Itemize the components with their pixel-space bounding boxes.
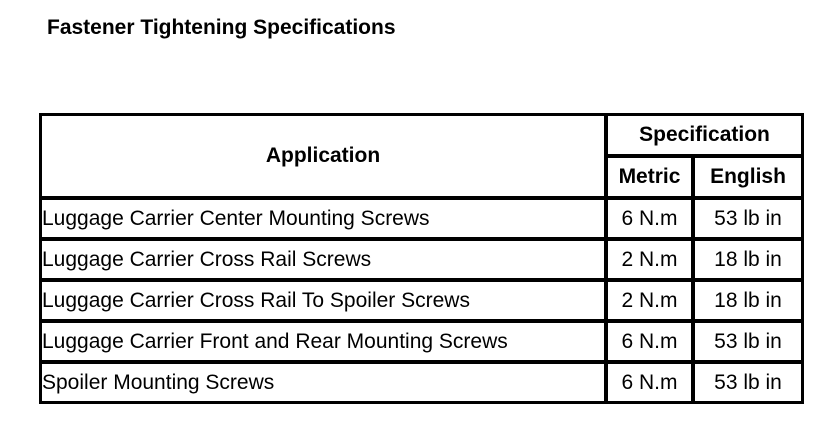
metric-value-cell: 2 N.m (608, 241, 695, 282)
metric-value-cell: 6 N.m (608, 364, 695, 401)
table-row (42, 200, 801, 241)
english-value-cell: 18 lb in (695, 282, 801, 323)
english-value-cell: 53 lb in (695, 200, 801, 241)
english-value-cell: 53 lb in (714, 370, 782, 394)
english-value-cell: 18 lb in (695, 241, 801, 282)
table-row (42, 364, 801, 401)
application-cell: Luggage Carrier Cross Rail To Spoiler Screws (42, 282, 608, 323)
application-cell: Luggage Carrier Center Mounting Screws (42, 200, 608, 241)
english-column-header: English (695, 158, 801, 200)
table-row (42, 282, 801, 323)
metric-value-cell: 6 N.m (608, 323, 695, 364)
specification-column-header: Specification (608, 116, 801, 158)
fastener-spec-table (39, 113, 804, 404)
application-cell: Luggage Carrier Cross Rail Screws (42, 241, 608, 282)
page-title: Fastener Tightening Specifications (47, 16, 396, 39)
metric-value-cell: 2 N.m (608, 282, 695, 323)
metric-column-header: Metric (608, 158, 695, 200)
application-cell: Luggage Carrier Front and Rear Mounting Screws (42, 323, 608, 364)
table-row (42, 241, 801, 282)
metric-value-cell: 6 N.m (608, 200, 695, 241)
english-value-cell: 53 lb in (695, 323, 801, 364)
table-row (42, 323, 801, 364)
application-column-header: Application (42, 116, 608, 200)
application-cell: Spoiler Mounting Screws (42, 364, 608, 401)
